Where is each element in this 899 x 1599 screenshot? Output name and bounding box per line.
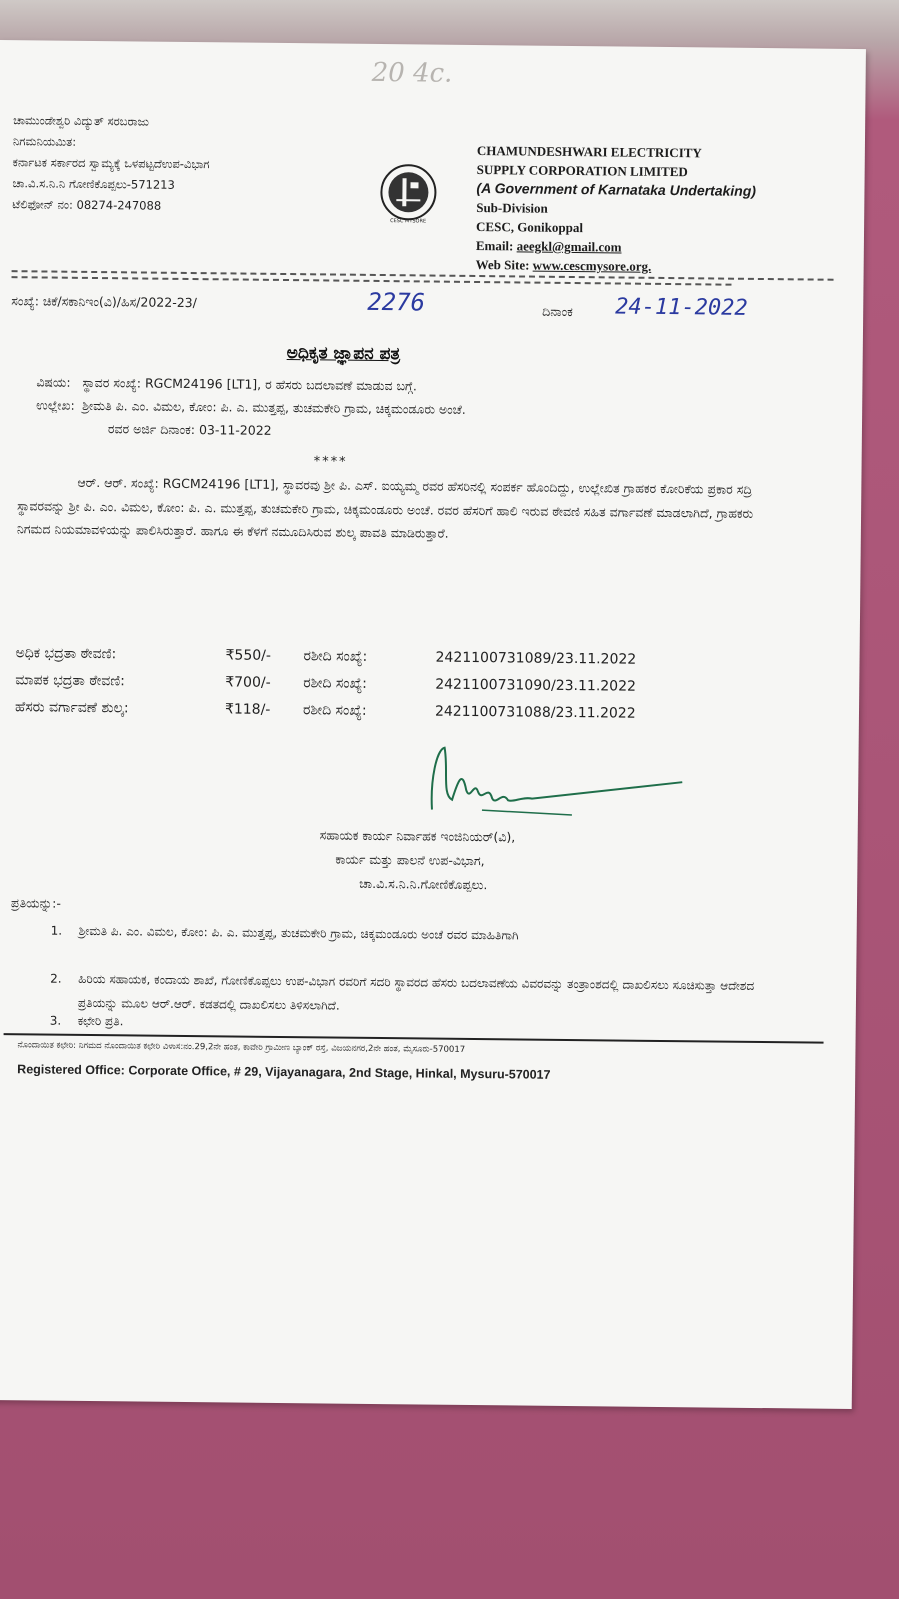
signatory-office: ಚಾ.ವಿ.ಸ.ನಿ.ನಿ.ಗೋಣಿಕೊಪ್ಪಲು. [359,875,488,893]
receipt-number: 2421100731090/23.11.2022 [435,676,637,695]
header-kn-line: ಟೆಲಿಫೋನ್ ನಂ: 08274-247088 [12,197,162,213]
footer-english: Registered Office: Corporate Office, # 29, Vijayanagara, 2nd Stage, Hinkal, Mysuru-570017 [17,1062,551,1082]
copies-label: ಪ್ರತಿಯನ್ನು:- [10,895,61,911]
copy-number: 1. [50,923,63,938]
subject-block [36,370,466,443]
signatory-block [319,823,515,897]
email-link[interactable]: aeegkl@gmail.com [516,238,622,255]
website-link[interactable]: www.cescmysore.org. [532,257,652,274]
fee-amount: ₹700/- [225,674,271,691]
fee-label: ಮಾಪಕ ಭದ್ರತಾ ಠೇವಣಿ: [15,672,126,690]
org-name-line1: CHAMUNDESHWARI ELECTRICITY [476,143,702,161]
page-title: ಅಧಿಕೃತ ಜ್ಞಾಪನ ಪತ್ರ [286,343,401,365]
subject-text: ಸ್ಥಾವರ ಸಂಖ್ಯೆ: RGCM24196 [LT1], ರ ಹೆಸರು ಬದಲಾವಣೆ ಮಾಡುವ ಬಗ್ಗೆ. [82,374,417,394]
receipt-number: 242110073108​9/23.11.2022 [435,649,637,668]
fee-amount: ₹118/- [224,701,271,718]
receipt-label: ರಶೀದಿ ಸಂಖ್ಯೆ: [302,702,367,719]
separator-stars: **** [313,454,348,470]
office-line: CESC, Gonikoppal [475,218,584,236]
header-english [476,141,757,277]
subdivision-line: Sub-Division [476,199,548,216]
org-name-line2: SUPPLY CORPORATION LIMITED [476,161,688,180]
undertaking-line: (A Government of Karnataka Undertaking) [476,179,757,199]
header-kn-line: ಚಾಮುಂಡೇಶ್ವರಿ ವಿದ್ಯುತ್ ಸರಬರಾಜು [13,113,150,129]
receipt-label: ರಶೀದಿ ಸಂಖ್ಯೆ: [303,675,368,692]
signature [422,739,693,822]
handwritten-date: 24-11-2022 [615,294,748,321]
copy-number: 2. [50,971,62,986]
letter-sheet [0,40,866,1409]
website-line [476,255,756,277]
header-kn-line: ನಿಗಮನಿಯಮಿತ: [12,134,77,149]
copy-text: ಕಛೇರಿ ಪ್ರತಿ. [77,1013,124,1029]
fee-row [15,694,636,727]
header-kn-line: ಚಾ.ವಿ.ಸ.ನಿ.ನಿ ಗೋಣಿಕೊಪ್ಪಲು-571213 [12,176,175,192]
pencil-marks: 20 4c. [371,57,453,89]
date-label: ದಿನಾಂಕ [542,303,573,320]
email-label: Email: [475,237,517,254]
copy-text: ಶ್ರೀಮತಿ ಪಿ. ಎಂ. ವಿಮಲ, ಕೋಂ: ಪಿ. ಎ. ಮುತ್ತಪ್ಪ, ತುಚಮಕೇರಿ ಗ್ರಾಮ, ಚಿಕ್ಕಮಂಡೂರು ಅಂಚೆ ರವರ ಮಾಹಿತಿಗಾಗಿ [78,923,519,943]
reference-number-label: ಸಂಖ್ಯೆ: ಚಿಕೆ/ಸಕಾನಿಇಂ(ವಿ)/ಹಿಸ/2022-23/ [11,293,197,311]
handwritten-number: 2276 [367,287,426,317]
header-kannada [12,110,210,217]
logo-text: CESC MYSORE [390,218,427,225]
header-kn-line: ಕರ್ನಾಟಕ ಸರ್ಕಾರದ ಸ್ವಾಮ್ಯಕ್ಕೆ ಒಳಪಟ್ಟದೆಉಪ-ವಿಭಾಗ [12,155,210,172]
footer-kannada: ನೊಂದಾಯಿತ ಕಛೇರಿ: ನಿಗಮದ ನೊಂದಾಯಿತ ಕಛೇರಿ ವಿಳಾಸ:ನಂ.29,2ನೇ ಹಂತ, ಕಾವೇರಿ ಗ್ರಾಮೀಣ ಬ್ಯಾಂಕ್ ರಸ್ತೆ, ವಿಜಯನಗರ,2ನೇ ಹಂತ, ಮೈಸೂರು-570017 [17,1040,466,1055]
body-paragraph: ಆರ್. ಆರ್. ಸಂಖ್ಯೆ: RGCM24196 [LT1], ಸ್ಥಾವರವು ಶ್ರೀ ಪಿ. ಎಸ್. ಐಯ್ಯಮ್ಮ ರವರ ಹೆಸರಿನಲ್ಲಿ ಸಂಪರ್ಕ ಹೊಂದಿದ್ದು, ಉಲ್ಲೇಖಿತ ಗ್ರಾಹಕರ ಕೋರಿಕೆಯ ಪ್ರಕಾರ ಸದ್ರಿ ಸ್ಥಾವರವನ್ನು ಶ್ರೀ ಪಿ. ಎಂ. ವಿಮಲ, ಕೋಂ: ಪಿ. ಎ. ಮುತ್ತಪ್ಪ, ತುಚಮಕೇರಿ ಗ್ರಾಮ, ಚಿಕ್ಕಮಂಡೂರು ಅಂಚೆ. ರವರ ಹೆಸರಿಗೆ ಹಾಲಿ ಇರುವ ಠೇವಣಿ ಸಹಿತ ವರ್ಗಾವಣೆ ಮಾಡಲಾಗಿದೆ, ಗ್ರಾಹಕರು ನಿಗಮದ ನಿಯಮಾವಳಿಯನ್ನು ಪಾಲಿಸಿರುತ್ತಾರೆ. ಹಾಗೂ ಈ ಕೆಳಗೆ ನಮೂದಿಸಿರುವ ಶುಲ್ಕ ಪಾವತಿ ಮಾಡಿರುತ್ತಾರೆ. [16,474,754,541]
reference-text: ಶ್ರೀಮತಿ ಪಿ. ಎಂ. ವಿಮಲ, ಕೋಂ: ಪಿ. ಎ. ಮುತ್ತಪ್ಪ, ತುಚಮಕೇರಿ ಗ್ರಾಮ, ಚಿಕ್ಕಮಂಡೂರು ಅಂಚೆ. [82,397,466,417]
signatory-division: ಕಾರ್ಯ ಮತ್ತು ಪಾಲನೆ ಉಪ-ವಿಭಾಗ, [335,851,485,869]
copy-text: ಹಿರಿಯ ಸಹಾಯಕ, ಕಂದಾಯ ಶಾಖೆ, ಗೋಣಿಕೊಪ್ಪಲು ಉಪ-ವಿಭಾಗ ರವರಿಗೆ ಸದರಿ ಸ್ಥಾವರದ ಹೆಸರು ಬದಲಾವಣೆಯ ವಿವರವನ್ನು ತಂತ್ರಾಂಶದಲ್ಲಿ ದಾಖಲಿಸಲು ಸೂಚಿಸುತ್ತಾ ಆದೇಶದ ಪ್ರತಿಯನ್ನು ಮೂಲ ಆರ್.ಆರ್. ಕಡತದಲ್ಲಿ ದಾಖಲಿಸಲು ತಿಳಿಸಲಾಗಿದೆ. [77,971,755,1013]
website-label: Web Site: [475,256,533,273]
fees-table [15,640,636,727]
signatory-designation: ಸಹಾಯಕ ಕಾರ್ಯ ನಿರ್ವಾಹಕ ಇಂಜಿನಿಯರ್(ವಿ), [319,827,516,845]
fee-label: ಅಧಿಕ ಭದ್ರತಾ ಠೇವಣಿ: [15,645,117,663]
receipt-number: 2421100731088/23.11.2022 [434,703,636,722]
subject-label: ವಿಷಯ: [36,374,71,390]
receipt-label: ರಶೀದಿ ಸಂಖ್ಯೆ: [303,648,368,665]
cesc-logo-icon [376,160,441,225]
reference-label: ಉಲ್ಲೇಖ: [36,397,75,413]
fee-label: ಹೆಸರು ವರ್ಗಾವಣೆ ಶುಲ್ಕ: [14,699,129,717]
fee-amount: ₹550/- [225,647,272,664]
reference-text-2: ರವರ ಅರ್ಜಿ ದಿನಾಂಕ: 03-11-2022 [107,421,272,438]
copy-item [51,919,771,951]
copy-number: 3. [49,1013,62,1028]
